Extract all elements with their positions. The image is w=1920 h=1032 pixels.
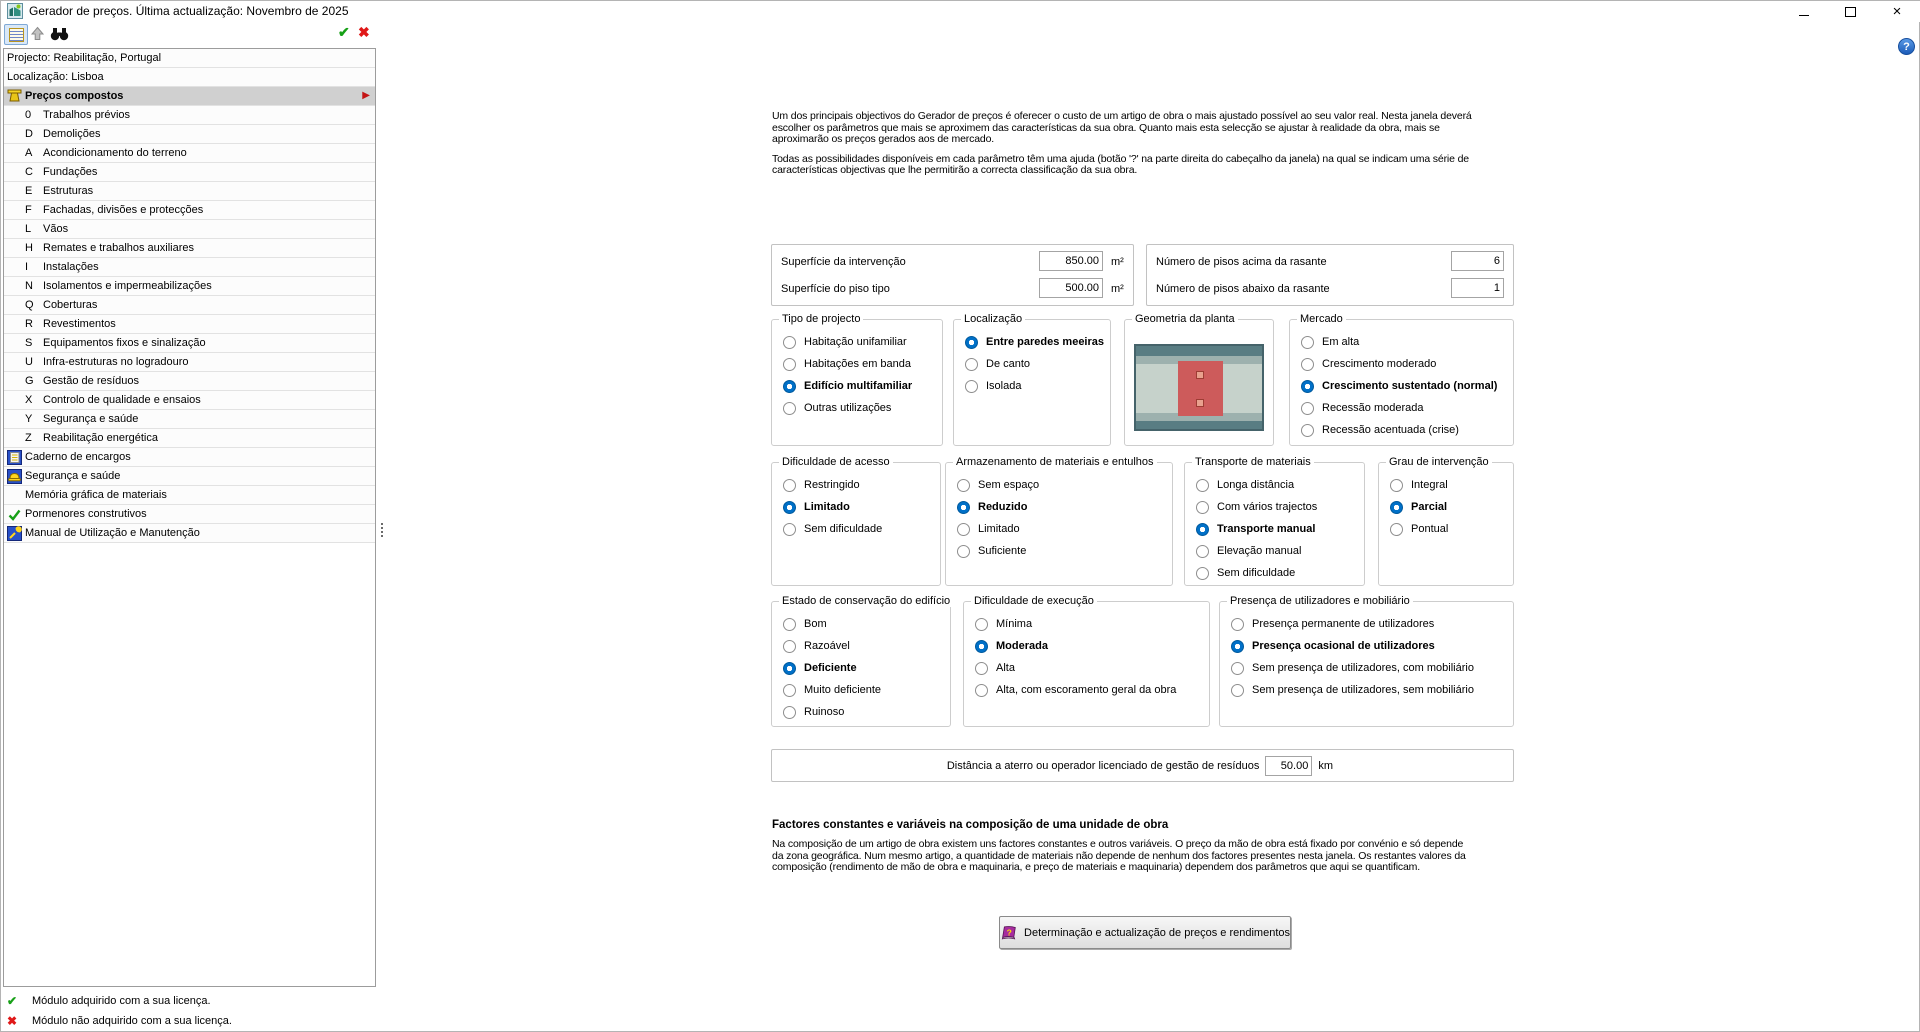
location-label: Localização: Lisboa (7, 71, 104, 83)
radio-label: Elevação manual (1217, 545, 1302, 557)
legend-icon: ✔ (7, 994, 18, 1008)
distancia-input[interactable] (1265, 756, 1312, 776)
radio-button-icon (1301, 402, 1314, 415)
sidebar-item-precos-compostos[interactable] (4, 87, 375, 106)
radio-button-icon (783, 684, 796, 697)
intro-text-line: características objectivas que lhe permitirão a correcta classificação da sua obra. (772, 164, 1138, 177)
category-label: Fundações (43, 166, 98, 178)
radio-option[interactable] (772, 474, 940, 496)
radio-option[interactable] (772, 331, 942, 353)
radio-label: Moderada (996, 640, 1048, 652)
sidebar-category-item[interactable] (4, 315, 375, 334)
radio-label: Limitado (804, 501, 850, 513)
radio-option[interactable] (1290, 353, 1513, 375)
sidebar-category-item[interactable] (4, 258, 375, 277)
radio-button-icon (1301, 380, 1314, 393)
pisos-acima-label: Número de pisos acima da rasante (1156, 255, 1327, 268)
radio-label: Habitação unifamiliar (804, 336, 907, 348)
radio-button-icon (783, 501, 796, 514)
seguranca-label: Segurança e saúde (25, 470, 121, 482)
radio-option[interactable] (954, 375, 1110, 397)
sidebar-category-item[interactable] (4, 372, 375, 391)
legend-row (7, 991, 232, 1011)
category-label: Vãos (43, 223, 69, 235)
radio-label: Alta (996, 662, 1015, 674)
check-icon (7, 507, 25, 522)
distancia-label: Distância a aterro ou operador licenciado de gestão de resíduos (946, 759, 1260, 772)
radio-label: Recessão moderada (1322, 402, 1424, 414)
radio-button-icon (1196, 479, 1209, 492)
radio-button-icon (783, 380, 796, 393)
category-code: F (25, 204, 32, 216)
group-title: Grau de intervenção (1386, 456, 1492, 468)
radio-label: Edifício multifamiliar (804, 380, 913, 392)
radio-button-icon (1231, 662, 1244, 675)
up-arrow-button[interactable] (29, 25, 45, 42)
titlebar (1, 1, 1920, 22)
radio-button-icon (965, 336, 978, 349)
project-label: Projecto: Reabilitação, Portugal (7, 52, 162, 64)
group-title: Transporte de materiais (1192, 456, 1314, 468)
sidebar-item-manual-utilizacao[interactable] (4, 524, 375, 543)
close-button[interactable]: × (1892, 2, 1902, 20)
radio-button-icon (975, 684, 988, 697)
superficie-piso-label: Superfície do piso tipo (781, 282, 890, 295)
radio-label: Bom (804, 618, 827, 630)
radio-label: Longa distância (1217, 479, 1295, 491)
search-binoculars-button[interactable] (50, 26, 69, 41)
up-arrow-icon (30, 26, 45, 41)
category-code: R (25, 318, 33, 330)
sidebar-item-seguranca-saude[interactable] (4, 467, 375, 486)
intro-text-line: escolher os parâmetros que mais se aproximem das características da sua obra. Quanto mais esta selecção se ajustar à realidade da obra, mais se (772, 121, 1440, 134)
sidebar-category-item[interactable] (4, 201, 375, 220)
factores-text (772, 839, 1528, 874)
group-title: Dificuldade de execução (971, 595, 1097, 607)
radio-label: Presença ocasional de utilizadores (1252, 640, 1435, 652)
category-label: Acondicionamento do terreno (43, 147, 187, 159)
surface-fields-box (771, 244, 1134, 306)
radio-label: Outras utilizações (804, 402, 892, 414)
radio-option[interactable] (946, 496, 1172, 518)
radio-button-icon (783, 618, 796, 631)
distance-box (771, 749, 1514, 782)
determinacao-precos-button[interactable] (999, 916, 1291, 949)
radio-option[interactable] (772, 375, 942, 397)
category-code: C (25, 166, 33, 178)
radio-option[interactable] (946, 540, 1172, 562)
intro-text-line: aproximarão os preços gerados aos de mercado. (772, 133, 995, 146)
radio-label: Recessão acentuada (crise) (1322, 424, 1459, 436)
radio-label: Isolada (986, 380, 1022, 392)
group-dificuldade-de-acesso (771, 456, 941, 586)
radio-label: Entre paredes meeiras (986, 336, 1105, 348)
radio-button-icon (1231, 640, 1244, 653)
form-icon (9, 28, 24, 42)
category-label: Infra-estruturas no logradouro (43, 356, 189, 368)
category-label: Isolamentos e impermeabilizações (43, 280, 212, 292)
category-code: S (25, 337, 33, 349)
radio-label: Muito deficiente (804, 684, 882, 696)
radio-option[interactable] (1185, 496, 1364, 518)
group-grau-de-intervencao (1378, 456, 1514, 586)
radio-option[interactable] (1220, 635, 1513, 657)
wrench-icon (7, 526, 25, 541)
superficie-piso-unit: m² (1111, 282, 1124, 295)
patio-square (1196, 371, 1204, 379)
radio-option[interactable] (772, 353, 942, 375)
radio-button-icon (957, 479, 970, 492)
category-code: I (25, 261, 29, 273)
radio-button-icon (783, 640, 796, 653)
radio-button-icon (783, 336, 796, 349)
splitter-handle[interactable] (378, 519, 385, 541)
radio-label: Crescimento sustentado (normal) (1322, 380, 1498, 392)
binoculars-icon (50, 26, 69, 41)
precos-compostos-label: Preços compostos (25, 90, 124, 102)
category-code: Y (25, 413, 33, 425)
category-label: Reabilitação energética (43, 432, 158, 444)
category-label: Equipamentos fixos e sinalização (43, 337, 206, 349)
sidebar-category-item[interactable] (4, 220, 375, 239)
category-code: H (25, 242, 33, 254)
group-mercado (1289, 313, 1514, 446)
radio-option[interactable] (772, 701, 950, 723)
help-button[interactable]: ? (1898, 38, 1915, 55)
category-label: Gestão de resíduos (43, 375, 140, 387)
radio-label: Razoável (804, 640, 850, 652)
radio-option[interactable] (946, 518, 1172, 540)
radio-option[interactable] (772, 518, 940, 540)
sidebar-category-item[interactable] (4, 277, 375, 296)
group-title: Tipo de projecto (779, 313, 863, 325)
sidebar-category-item[interactable] (4, 391, 375, 410)
radio-option[interactable] (772, 657, 950, 679)
category-label: Revestimentos (43, 318, 116, 330)
location-row (4, 68, 375, 87)
radio-button-icon (975, 662, 988, 675)
radio-button-icon (975, 640, 988, 653)
radio-option[interactable] (1290, 419, 1513, 441)
memoria-label: Memória gráfica de materiais (25, 489, 167, 501)
category-code: A (25, 147, 33, 159)
category-label: Trabalhos prévios (43, 109, 131, 121)
form-view-button[interactable] (4, 24, 28, 45)
minimize-icon (1799, 15, 1809, 16)
radio-button-icon (1390, 479, 1403, 492)
maximize-button[interactable] (1833, 1, 1867, 22)
group-localizacao (953, 313, 1111, 446)
radio-option[interactable] (964, 613, 1209, 635)
superficie-intervencao-input[interactable] (1039, 251, 1103, 271)
radio-button-icon (1301, 336, 1314, 349)
sidebar-category-item[interactable] (4, 125, 375, 144)
radio-label: Limitado (978, 523, 1020, 535)
radio-button-icon (1301, 358, 1314, 371)
sidebar-category-item[interactable] (4, 239, 375, 258)
radio-button-icon (783, 402, 796, 415)
radio-button-icon (1301, 424, 1314, 437)
radio-option[interactable] (1379, 496, 1513, 518)
project-row (4, 49, 375, 68)
radio-label: Sem presença de utilizadores, com mobiliário (1252, 662, 1474, 674)
sidebar-category-item[interactable] (4, 410, 375, 429)
minimize-button[interactable] (1787, 1, 1821, 22)
group-title: Geometria da planta (1132, 313, 1238, 325)
category-code: U (25, 356, 33, 368)
category-label: Estruturas (43, 185, 94, 197)
sidebar-category-item[interactable] (4, 182, 375, 201)
determinacao-precos-label: Determinação e actualização de preços e rendimentos (1024, 926, 1290, 939)
group-title: Dificuldade de acesso (779, 456, 893, 468)
radio-label: Reduzido (978, 501, 1028, 513)
sidebar-category-item[interactable] (4, 353, 375, 372)
category-list (4, 106, 375, 448)
category-code: N (25, 280, 33, 292)
intro-text-line: Um dos principais objectivos do Gerador de preços é oferecer o custo de um artigo de obra o mais ajustado possível ao seu valor real. Nesta janela deverá (772, 110, 1472, 122)
radio-option[interactable] (1220, 613, 1513, 635)
radio-label: Sem dificuldade (1217, 567, 1296, 579)
radio-button-icon (783, 706, 796, 719)
pisos-abaixo-label: Número de pisos abaixo da rasante (1156, 282, 1330, 295)
license-legend (7, 991, 232, 1031)
radio-option[interactable] (772, 397, 942, 419)
radio-button-icon (957, 523, 970, 536)
group-presenca-de-utilizadores (1219, 595, 1514, 727)
radio-option[interactable] (964, 679, 1209, 701)
radio-button-icon (965, 380, 978, 393)
sidebar-category-item[interactable] (4, 144, 375, 163)
radio-button-icon (1231, 684, 1244, 697)
radio-button-icon (783, 479, 796, 492)
sidebar (3, 48, 376, 987)
floors-fields-box (1146, 244, 1514, 306)
specifications-book-icon (7, 450, 25, 465)
radio-option[interactable] (772, 496, 940, 518)
radio-option[interactable] (1220, 657, 1513, 679)
group-estado-de-conservacao (771, 595, 951, 727)
group-title: Armazenamento de materiais e entulhos (953, 456, 1157, 468)
group-title: Presença de utilizadores e mobiliário (1227, 595, 1413, 607)
radio-option[interactable] (964, 657, 1209, 679)
legend-label: Módulo adquirido com a sua licença. (32, 995, 211, 1007)
plan-geometry-graphic (1134, 344, 1264, 431)
group-armazenamento (945, 456, 1173, 586)
radio-label: Alta, com escoramento geral da obra (996, 684, 1177, 696)
radio-label: Crescimento moderado (1322, 358, 1437, 370)
radio-label: Habitações em banda (804, 358, 912, 370)
radio-button-icon (783, 523, 796, 536)
group-title: Mercado (1297, 313, 1346, 325)
radio-button-icon (957, 501, 970, 514)
distancia-unit: km (1318, 759, 1333, 772)
hard-hat-icon (7, 469, 25, 484)
radio-label: Com vários trajectos (1217, 501, 1318, 513)
radio-option[interactable] (1290, 397, 1513, 419)
category-code: L (25, 223, 32, 235)
factores-text-line: composição (rendimento de mão de obra e maquinaria, e preço de materiais e maquinaria) dependem dos parâmetros que aqui se quantificam. (772, 861, 1421, 874)
sidebar-item-caderno-encargos[interactable] (4, 448, 375, 467)
radio-option[interactable] (772, 613, 950, 635)
group-tipo-de-projecto (771, 313, 943, 446)
radio-button-icon (1390, 501, 1403, 514)
radio-label: Mínima (996, 618, 1033, 630)
accept-check-button[interactable]: ✔ (338, 24, 350, 40)
radio-label: Sem dificuldade (804, 523, 883, 535)
maximize-icon (1845, 7, 1856, 17)
category-code: 0 (25, 109, 32, 121)
superficie-piso-input[interactable] (1039, 278, 1103, 298)
manual-label: Manual de Utilização e Manutenção (25, 527, 200, 539)
radio-button-icon (1196, 567, 1209, 580)
radio-button-icon (1196, 523, 1209, 536)
pisos-acima-input[interactable] (1451, 251, 1504, 271)
radio-option[interactable] (1379, 518, 1513, 540)
radio-label: Pontual (1411, 523, 1449, 535)
superficie-intervencao-unit: m² (1111, 255, 1124, 268)
factores-heading: Factores constantes e variáveis na composição de uma unidade de obra (772, 819, 1169, 831)
radio-label: Transporte manual (1217, 523, 1316, 535)
category-code: Q (25, 299, 34, 311)
radio-button-icon (1196, 501, 1209, 514)
radio-option[interactable] (1290, 331, 1513, 353)
intro-text (772, 111, 1528, 177)
group-transporte-de-materiais (1184, 456, 1365, 586)
radio-button-icon (783, 358, 796, 371)
group-title: Estado de conservação do edifício (779, 595, 953, 607)
sidebar-category-item[interactable] (4, 163, 375, 182)
cancel-x-button[interactable]: ✖ (358, 24, 370, 40)
radio-button-icon (783, 662, 796, 675)
superficie-intervencao-label: Superfície da intervenção (781, 255, 906, 268)
category-code: G (25, 375, 34, 387)
radio-option[interactable] (772, 635, 950, 657)
factores-text-line: da zona geográfica. Num mesmo artigo, a quantidade de materiais não depende de nenhum dos factores presentes nesta janela. Os restantes valores da (772, 849, 1466, 862)
column-icon (7, 89, 25, 103)
radio-option[interactable] (964, 635, 1209, 657)
radio-label: Suficiente (978, 545, 1027, 557)
radio-button-icon (965, 358, 978, 371)
radio-label: De canto (986, 358, 1031, 370)
category-code: Z (25, 432, 32, 444)
window-title: Gerador de preços. Última actualização: Novembro de 2025 (29, 4, 349, 18)
radio-option[interactable] (1185, 474, 1364, 496)
radio-option[interactable] (1379, 474, 1513, 496)
category-label: Demolições (43, 128, 101, 140)
radio-label: Parcial (1411, 501, 1448, 513)
sidebar-category-item[interactable] (4, 106, 375, 125)
sidebar-item-memoria-grafica[interactable] (4, 486, 375, 505)
group-geometria-da-planta (1124, 313, 1274, 446)
radio-button-icon (1390, 523, 1403, 536)
category-label: Coberturas (43, 299, 98, 311)
category-label: Fachadas, divisões e protecções (43, 204, 204, 216)
legend-row (7, 1011, 232, 1031)
radio-option[interactable] (1220, 679, 1513, 701)
pormenores-label: Pormenores construtivos (25, 508, 147, 520)
radio-label: Restringido (804, 479, 860, 491)
category-label: Segurança e saúde (43, 413, 139, 425)
patio-square (1196, 399, 1204, 407)
sidebar-category-item[interactable] (4, 296, 375, 315)
radio-option[interactable] (1290, 375, 1513, 397)
radio-label: Sem espaço (978, 479, 1040, 491)
book-question-icon (1000, 925, 1017, 940)
category-label: Controlo de qualidade e ensaios (43, 394, 201, 406)
radio-option[interactable] (1185, 518, 1364, 540)
radio-button-icon (1196, 545, 1209, 558)
building-plan-shape (1178, 361, 1223, 416)
radio-option[interactable] (772, 679, 950, 701)
category-label: Instalações (43, 261, 99, 273)
radio-option[interactable] (1185, 562, 1364, 584)
radio-label: Deficiente (804, 662, 857, 674)
category-code: X (25, 394, 33, 406)
app-icon (7, 3, 23, 19)
radio-label: Ruinoso (804, 706, 845, 718)
legend-label: Módulo não adquirido com a sua licença. (32, 1015, 232, 1027)
category-code: D (25, 128, 33, 140)
sidebar-item-pormenores-construtivos[interactable] (4, 505, 375, 524)
intro-text-line: Todas as possibilidades disponíveis em cada parâmetro têm uma ajuda (botão '?' na parte direita do cabeçalho da janela) na qual se indicam uma série de (772, 152, 1469, 165)
radio-label: Sem presença de utilizadores, sem mobiliário (1252, 684, 1474, 696)
radio-button-icon (1231, 618, 1244, 631)
radio-option[interactable] (954, 331, 1110, 353)
group-title: Localização (961, 313, 1025, 325)
sidebar-category-item[interactable] (4, 429, 375, 448)
radio-option[interactable] (1185, 540, 1364, 562)
factores-text-line: Na composição de um artigo de obra existem uns factores constantes e outros variáveis. O preço da mão de obra está fixado por convénio e só depende (772, 838, 1464, 850)
radio-option[interactable] (954, 353, 1110, 375)
current-item-arrow-icon (362, 87, 370, 105)
pisos-abaixo-input[interactable] (1451, 278, 1504, 298)
radio-button-icon (975, 618, 988, 631)
category-label: Remates e trabalhos auxiliares (43, 242, 195, 254)
radio-label: Integral (1411, 479, 1448, 491)
sidebar-category-item[interactable] (4, 334, 375, 353)
radio-button-icon (957, 545, 970, 558)
radio-label: Presença permanente de utilizadores (1252, 618, 1435, 630)
caderno-label: Caderno de encargos (25, 451, 131, 463)
svg-text:?: ? (1006, 927, 1012, 938)
group-dificuldade-de-execucao (963, 595, 1210, 727)
legend-icon: ✖ (7, 1014, 18, 1028)
radio-option[interactable] (946, 474, 1172, 496)
category-code: E (25, 185, 33, 197)
radio-label: Em alta (1322, 336, 1360, 348)
